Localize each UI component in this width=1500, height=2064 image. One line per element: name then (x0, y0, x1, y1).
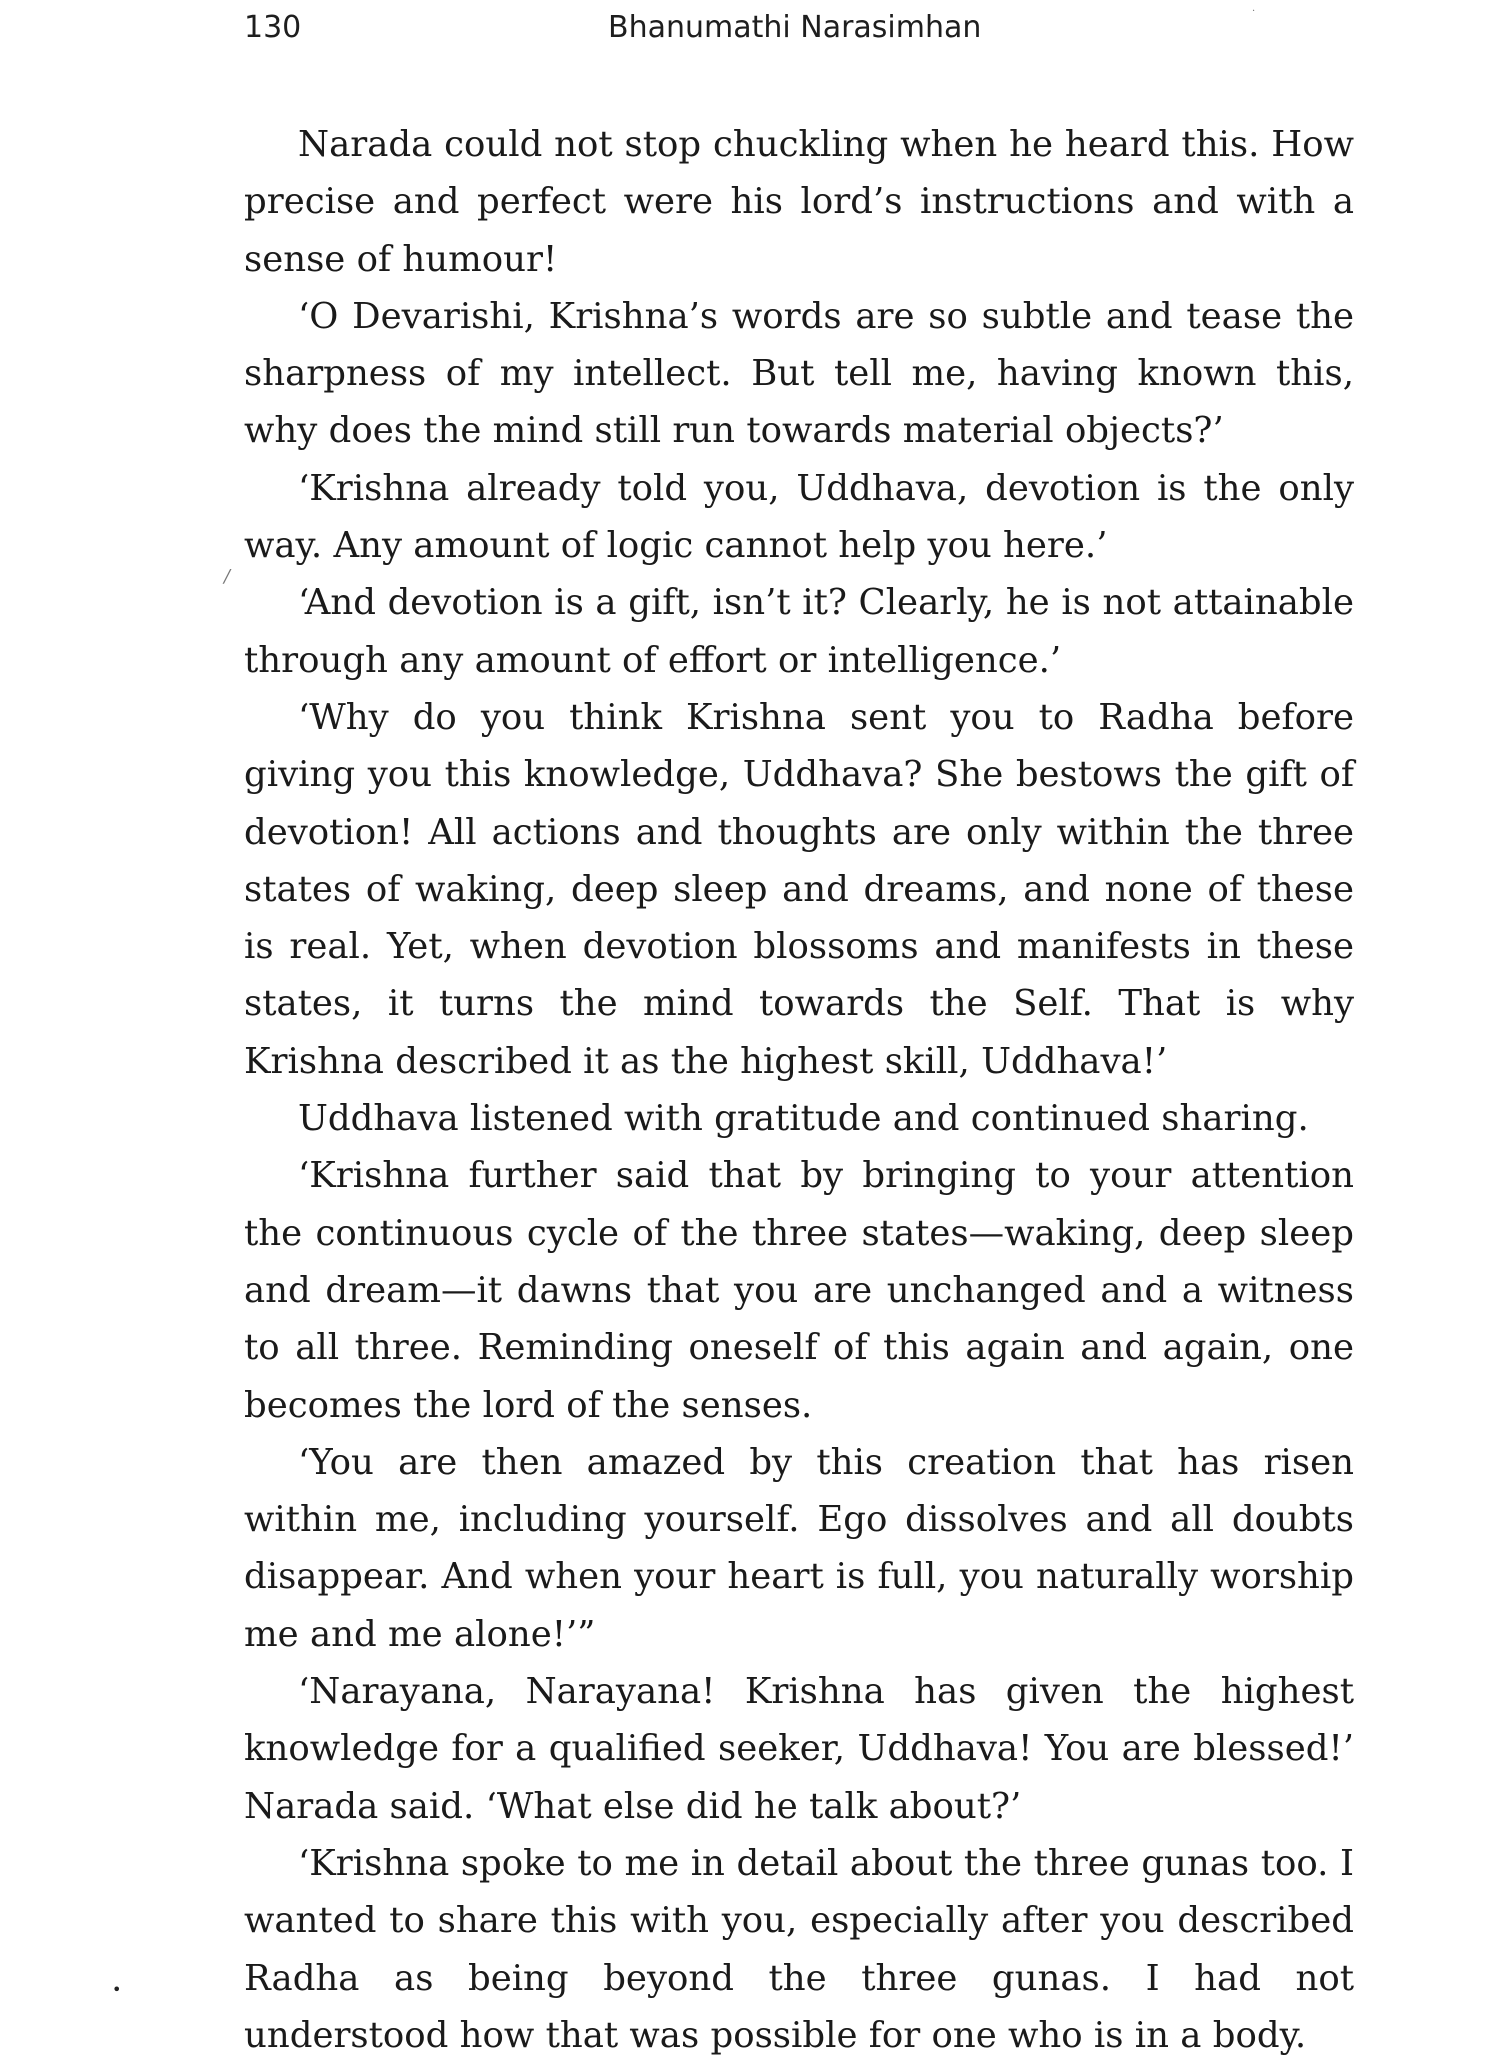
paragraph: Uddhava listened with gratitude and continued sharing. (298, 1098, 1309, 1140)
body-text (244, 116, 1354, 2064)
paragraph: ‘And devotion is a gift, isn’t it? Clearly, he is not attainable through any amount of effort or intelligence.’ (244, 582, 1354, 681)
paragraph: ‘You are then amazed by this creation that has risen within me, including yourself. Ego dissolves and all doubts disappear. And when your heart is full, you naturally worship me and me alone!’” (244, 1441, 1354, 1655)
running-head-author: Bhanumathi Narasimhan (608, 10, 982, 45)
paragraph: ‘Krishna already told you, Uddhava, devotion is the only way. Any amount of logic cannot help you here.’ (244, 467, 1354, 567)
paragraph: ‘Why do you think Krishna sent you to Radha before giving you this knowledge, Uddhava? She bestows the gift of devotion! All actions and thoughts are only within the three states of waking, deep sleep and dreams, and none of these is real. Yet, when devotion blossoms and manifests in these states, it turns the mind towards the Self. That is why Krishna described it as the highest skill, Uddhava!’ (244, 696, 1354, 1082)
top-dot-mark: · (1252, 6, 1256, 17)
bottom-dot-mark: • (112, 1980, 122, 1999)
margin-stroke-mark: / (224, 566, 231, 587)
page-header (244, 10, 1364, 50)
paragraph: ‘O Devarishi, Krishna’s words are so subtle and tease the sharpness of my intellect. But tell me, having known this, why does the mind still run towards material objects?’ (244, 295, 1354, 452)
paragraph: ‘Narayana, Narayana! Krishna has given the highest knowledge for a qualified seeker, Uddhava! You are blessed!’ Narada said. ‘What else did he talk about?’ (244, 1671, 1354, 1827)
paragraph: ‘Krishna further said that by bringing to your attention the continuous cycle of the three states—waking, deep sleep and dream—it dawns that you are unchanged and a witness to all three. Reminding oneself of this again and again, one becomes the lord of the senses. (244, 1155, 1354, 1426)
page-number: 130 (244, 10, 302, 45)
paragraph: ‘Krishna spoke to me in detail about the three gunas too. I wanted to share this with you, especially after you described Radha as being beyond the three gunas. I had not understood how that was possible for one who is in a body. (244, 1842, 1354, 2056)
paragraph: Narada could not stop chuckling when he heard this. How precise and perfect were his lord’s instructions and with a sense of humour! (244, 124, 1354, 280)
